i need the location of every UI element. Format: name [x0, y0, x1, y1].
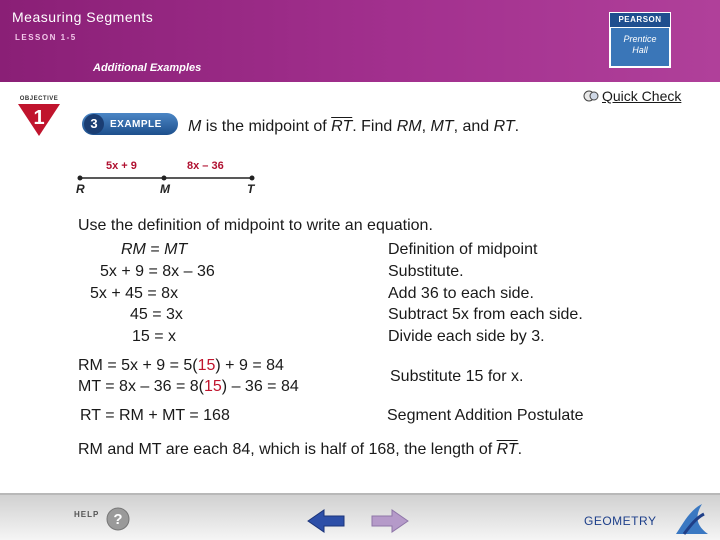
- calc-rm-value: 15: [197, 357, 216, 374]
- section-subtitle: Additional Examples: [93, 62, 202, 74]
- calc-mt: [78, 378, 299, 396]
- problem-rm: RM: [396, 118, 422, 135]
- problem-mt: MT: [430, 118, 454, 135]
- intro-text: Use the definition of midpoint to write an equation.: [78, 217, 433, 234]
- geometry-label: GEOMETRY: [584, 514, 657, 528]
- objective-shield-icon: [14, 102, 64, 138]
- step-4-expr: 45 = 3x: [130, 306, 183, 323]
- calc-mt-a: MT = 8x – 36 = 8(: [78, 378, 204, 395]
- logo-pearson: PEARSON: [610, 13, 670, 27]
- step-1-reason: Definition of midpoint: [388, 241, 538, 258]
- calc-mt-c: ) – 36 = 84: [221, 378, 299, 395]
- conclusion-segment: $\overline{RT}$: [496, 441, 518, 458]
- problem-m: M: [188, 118, 202, 135]
- step-5-reason: Divide each side by 3.: [388, 328, 545, 345]
- problem-rt: RT: [493, 118, 515, 135]
- header-banner: [0, 0, 720, 82]
- point-label-m: M: [160, 182, 170, 196]
- quick-check-label: Quick Check: [602, 88, 682, 104]
- problem-statement: [188, 118, 519, 136]
- calc-rm-c: ) + 9 = 84: [215, 357, 284, 374]
- problem-period: .: [514, 118, 520, 135]
- calc-rm: [78, 357, 284, 375]
- point-t: [250, 176, 255, 181]
- objective-label: OBJECTIVE: [19, 96, 59, 102]
- segment-left-expr: 5x + 9: [106, 160, 137, 172]
- problem-comma-b: , and: [453, 118, 494, 135]
- problem-text-b: . Find: [352, 118, 397, 135]
- point-m: [162, 176, 167, 181]
- back-arrow-icon[interactable]: [306, 508, 346, 534]
- svg-text:?: ?: [113, 511, 123, 528]
- logo-prentice-hall: [611, 28, 669, 66]
- segment-right-expr: 8x – 36: [187, 160, 224, 172]
- objective-number: 1: [33, 107, 45, 129]
- calc-reason: Substitute 15 for x.: [390, 368, 524, 385]
- publisher-logo: [609, 12, 671, 68]
- step-3-reason: Add 36 to each side.: [388, 285, 534, 302]
- example-label: EXAMPLE: [110, 118, 162, 130]
- calc-mt-value: 15: [204, 378, 222, 395]
- calc-rm-a: RM = 5x + 9 = 5(: [78, 357, 198, 374]
- conclusion-text: [78, 441, 522, 459]
- segment-diagram: [70, 170, 270, 186]
- forward-arrow-icon[interactable]: [370, 508, 410, 534]
- example-number: 3: [84, 114, 104, 134]
- step-2-expr: 5x + 9 = 8x – 36: [100, 263, 215, 280]
- point-r: [78, 176, 83, 181]
- help-icon[interactable]: [106, 507, 130, 531]
- step-5-expr: 15 = x: [132, 328, 177, 345]
- step-1-eq: =: [145, 241, 165, 258]
- conclusion-period: .: [517, 441, 523, 458]
- geometry-swoosh-icon: [672, 500, 712, 538]
- example-badge: [82, 113, 178, 135]
- step-1-expr: [121, 241, 187, 259]
- help-label: HELP: [74, 510, 100, 519]
- logo-line2: Hall: [632, 45, 648, 55]
- step-1-lhs: RM: [121, 241, 146, 258]
- problem-text-a: is the midpoint of: [201, 118, 332, 135]
- quick-check-link[interactable]: [583, 88, 681, 104]
- rt-expr: RT = RM + MT = 168: [80, 407, 230, 424]
- step-2-reason: Substitute.: [388, 263, 464, 280]
- lesson-label: LESSON 1-5: [15, 33, 77, 42]
- point-label-r: R: [76, 182, 85, 196]
- conclusion-body: RM and MT are each 84, which is half of 168, the length of: [78, 441, 497, 458]
- page-title: Measuring Segments: [12, 9, 154, 25]
- step-1-rhs: MT: [164, 241, 188, 258]
- logo-line1: Prentice: [623, 34, 657, 44]
- step-4-reason: Subtract 5x from each side.: [388, 306, 583, 323]
- problem-comma-a: ,: [421, 118, 431, 135]
- problem-segment: $\overline{RT}$: [331, 118, 353, 135]
- quick-check-icon: [583, 89, 599, 103]
- objective-marker: [14, 96, 64, 143]
- rt-reason: Segment Addition Postulate: [387, 407, 584, 424]
- point-label-t: T: [247, 182, 255, 196]
- step-3-expr: 5x + 45 = 8x: [90, 285, 179, 302]
